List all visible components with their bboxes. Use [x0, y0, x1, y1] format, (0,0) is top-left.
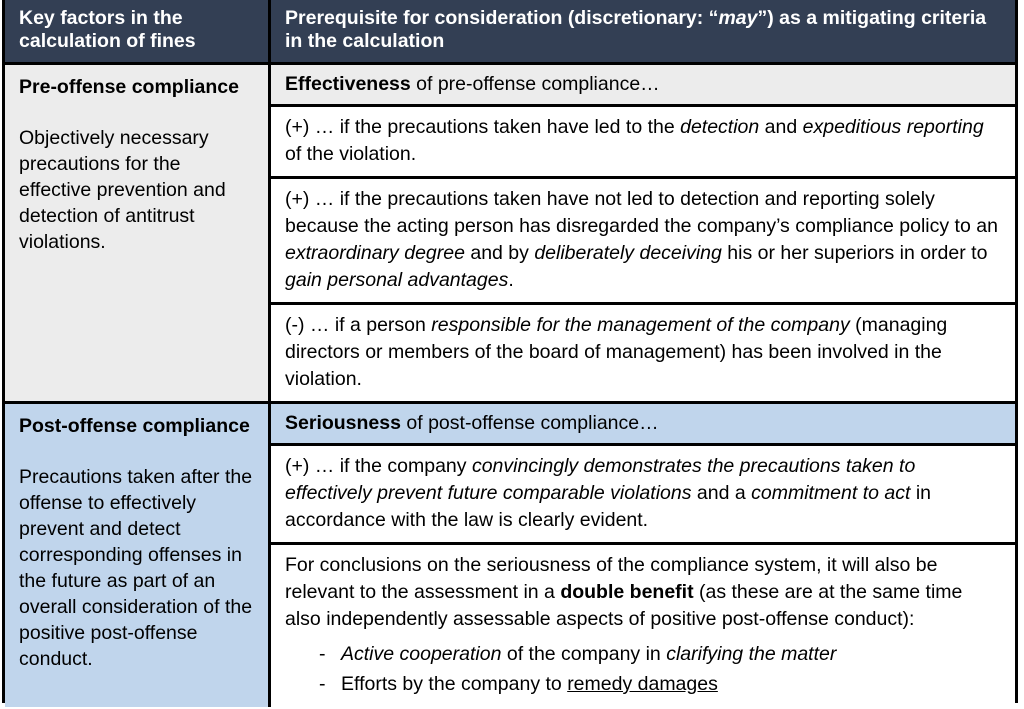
list-item-text-1 [341, 669, 718, 699]
header-col1-text: Key factors in the calculation of fines [19, 7, 196, 52]
criteria-text-0-1-seg-4: of the violation. [285, 143, 417, 165]
criteria-text-0-1-seg-0: (+) … if the precautions taken have led to the [285, 116, 681, 138]
criteria-text-1-1 [285, 453, 1001, 534]
header-cell-prerequisite [271, 0, 1015, 62]
criteria-text-0-0-seg-0: Effectiveness [285, 73, 411, 95]
factor-description-1: Precautions taken after the offense to effectively prevent and detect corresponding offenses in the future as part of an overall consideration of the positive post-offense conduct. [19, 466, 253, 670]
criteria-text-0-3-seg-0: (-) … if a person [285, 314, 432, 336]
header-col2-text-post: ”) as a mitigating criteria in the calculation [285, 7, 987, 52]
header-cell-key-factors [5, 0, 271, 62]
criteria-text-0-1-seg-1: detection [680, 116, 760, 138]
criteria-text-0-3-seg-2: (managing directors or members of the board of management) has been involved in the violation. [285, 314, 948, 390]
criteria-column-0 [271, 62, 1015, 401]
dash-marker-icon: - [319, 643, 326, 665]
criteria-text-0-0-seg-1: of pre-offense compliance… [410, 73, 660, 95]
criteria-column-1 [271, 401, 1015, 707]
criteria-item-0-1 [271, 104, 1015, 176]
header-col2-text-italic: may [718, 7, 758, 29]
criteria-item-0-2 [271, 176, 1015, 302]
criteria-text-1-1-seg-3: commitment to act [751, 482, 911, 504]
criteria-text-1-0-seg-1: of post-offense compliance… [400, 412, 659, 434]
criteria-text-1-1-seg-4: in accordance with the law is clearly evident. [285, 482, 932, 531]
table-header-row [5, 0, 1015, 62]
criteria-text-0-2-seg-5: gain personal advantages [285, 269, 509, 291]
criteria-text-0-1-seg-3: expeditious reporting [802, 116, 984, 138]
criteria-text-0-3 [285, 312, 1001, 393]
table-row [5, 401, 1015, 707]
list-item-text-1-2-0-seg-2: clarifying the matter [666, 643, 837, 665]
criteria-text-0-2-seg-6: . [508, 269, 514, 291]
dash-marker-icon: - [319, 673, 326, 695]
criteria-text-1-0 [285, 410, 1001, 437]
criteria-text-0-2-seg-3: deliberately deceiving [534, 242, 722, 264]
criteria-text-0-2-seg-1: extraordinary degree [285, 242, 465, 264]
criteria-text-1-1-seg-2: and a [691, 482, 752, 504]
factor-title-0: Pre-offense compliance [19, 76, 239, 98]
criteria-text-1-2-seg-2: (as these are at the same time also independently assessable aspects of positive post-offense conduct): [285, 581, 963, 630]
header-col2-text-pre: Prerequisite for consideration (discretionary: “ [285, 7, 719, 29]
criteria-text-0-1 [285, 114, 1001, 168]
criteria-dash-list-1-2 [285, 639, 1001, 699]
criteria-text-0-2-seg-2: and by [464, 242, 535, 264]
factor-cell-1 [5, 401, 271, 707]
list-item-text-1-2-0-seg-0: Active cooperation [341, 643, 502, 665]
criteria-text-0-2-seg-4: his or her superiors in order to [721, 242, 988, 264]
factor-description-0: Objectively necessary precautions for the effective prevention and detection of antitrust violations. [19, 127, 226, 253]
criteria-text-0-2 [285, 186, 1001, 294]
criteria-item-1-1 [271, 443, 1015, 542]
criteria-item-0-3 [271, 302, 1015, 401]
criteria-text-1-2 [285, 552, 1001, 633]
criteria-text-0-2-seg-0: (+) … if the precautions taken have not led to detection and reporting solely because the acting person has disregarded the company’s compliance policy to an [285, 188, 998, 237]
criteria-text-0-1-seg-2: and [759, 116, 803, 138]
factor-title-1: Post-offense compliance [19, 415, 250, 437]
list-item-text-0 [341, 639, 836, 669]
list-item [285, 639, 1001, 669]
criteria-text-1-0-seg-0: Seriousness [285, 412, 401, 434]
criteria-subheader-1-0 [271, 401, 1015, 443]
list-item-text-1-2-0-seg-1: of the company in [501, 643, 667, 665]
criteria-text-1-1-seg-1: convincingly demonstrates the precautions taken to effectively prevent future comparable violations [285, 455, 916, 504]
criteria-text-0-0 [285, 71, 1001, 98]
list-item-text-1-2-1-seg-1: remedy damages [567, 673, 718, 695]
table-body [5, 62, 1015, 707]
criteria-text-1-2-seg-0: For conclusions on the seriousness of the compliance system, it will also be relevant to the assessment in a [285, 554, 938, 603]
fines-criteria-table [2, 0, 1018, 703]
list-item [285, 669, 1001, 699]
criteria-text-1-1-seg-0: (+) … if the company [285, 455, 472, 477]
criteria-text-1-2-seg-1: double benefit [560, 581, 694, 603]
factor-cell-0 [5, 62, 271, 401]
table-row [5, 62, 1015, 401]
list-item-text-1-2-1-seg-0: Efforts by the company to [341, 673, 568, 695]
criteria-subheader-0-0 [271, 62, 1015, 104]
criteria-item-1-2 [271, 542, 1015, 707]
criteria-text-0-3-seg-1: responsible for the management of the company [431, 314, 850, 336]
